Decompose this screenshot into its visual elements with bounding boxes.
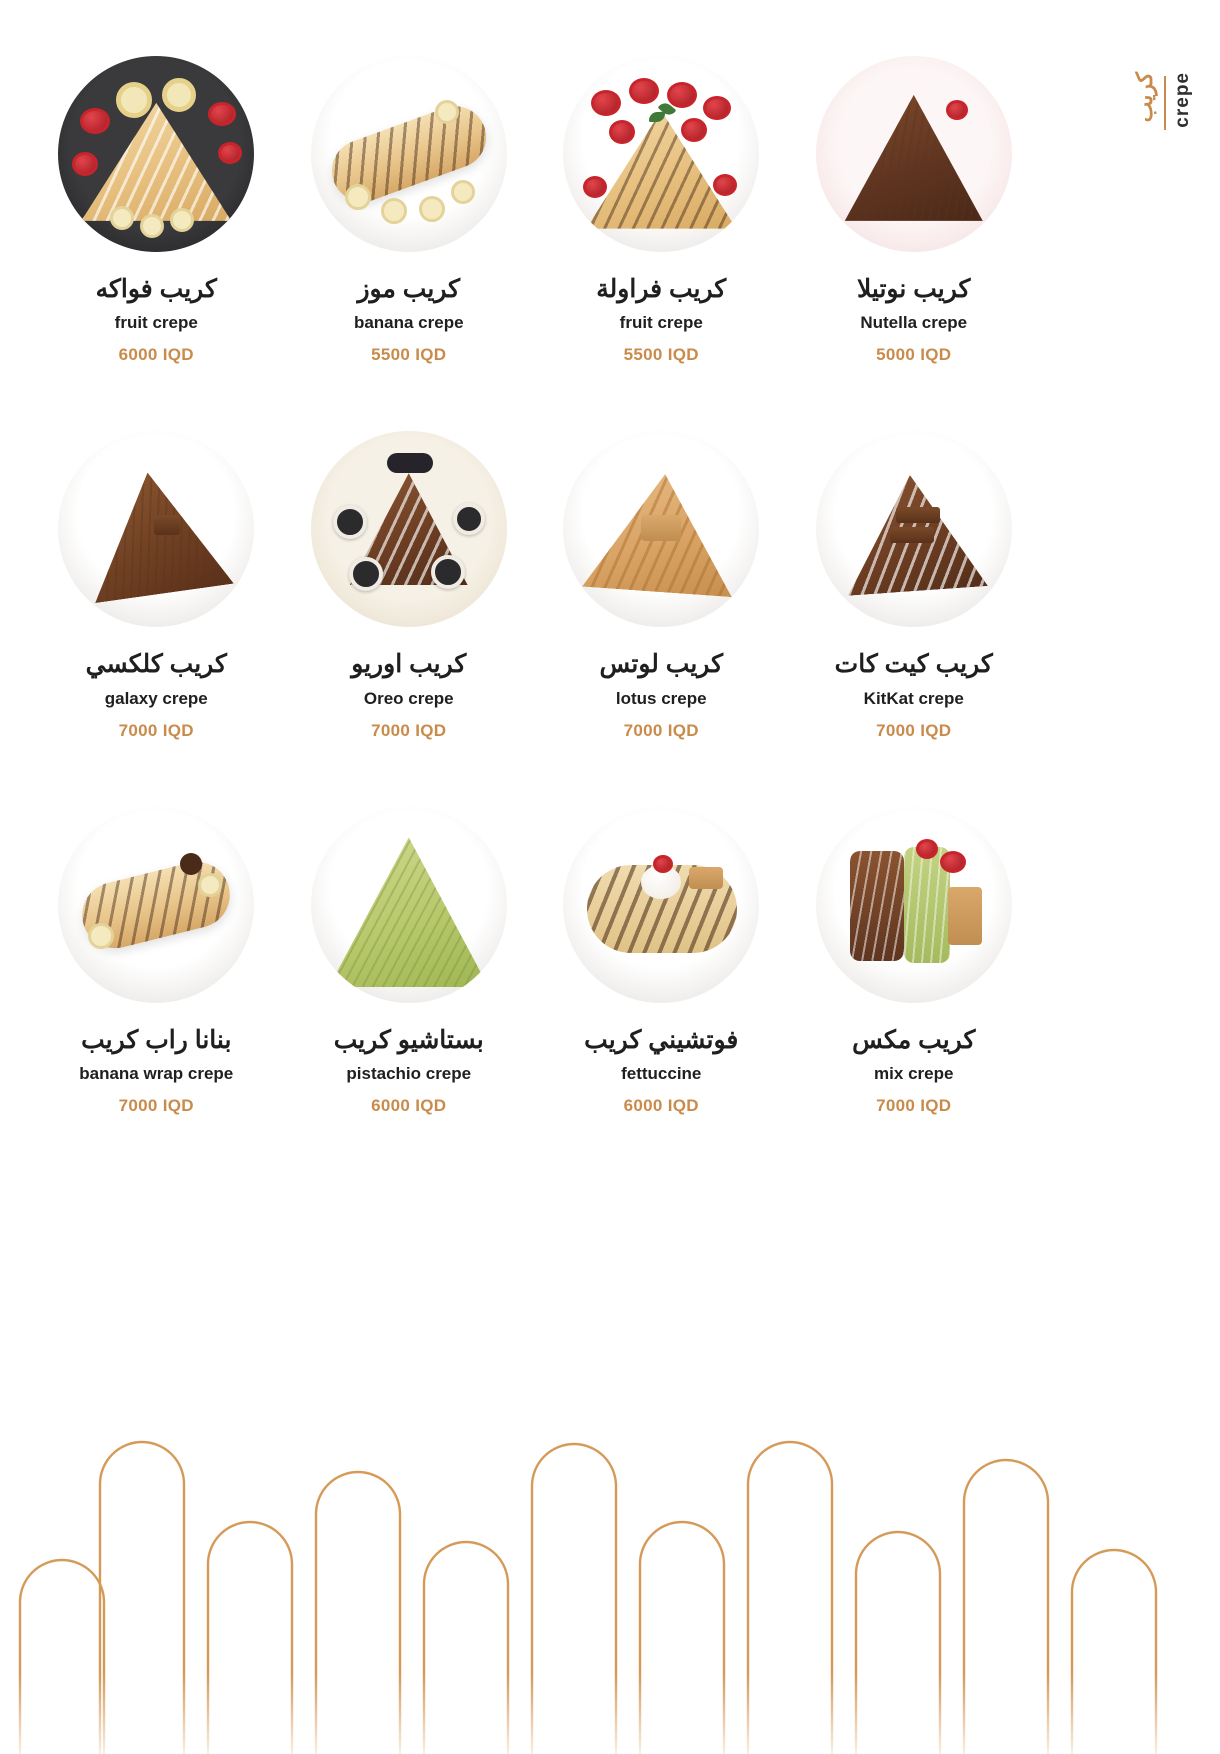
item-name-arabic: كريب كيت كات bbox=[834, 650, 993, 679]
item-name-english: KitKat crepe bbox=[863, 688, 964, 708]
item-price: 5500 IQD bbox=[371, 345, 447, 365]
item-price: 7000 IQD bbox=[118, 720, 194, 740]
footer-arch-decoration bbox=[0, 1424, 1220, 1754]
menu-item[interactable] bbox=[788, 431, 1041, 740]
menu-item[interactable] bbox=[30, 807, 283, 1116]
item-price: 5000 IQD bbox=[876, 345, 952, 365]
section-title-arabic: كريب bbox=[1132, 72, 1157, 123]
section-title bbox=[1132, 72, 1194, 130]
item-name-english: banana crepe bbox=[353, 313, 464, 333]
food-photo-fettuccine bbox=[563, 807, 759, 1003]
item-name-english: banana wrap crepe bbox=[79, 1063, 234, 1083]
item-name-arabic: كريب كلكسي bbox=[85, 650, 227, 679]
item-name-english: mix crepe bbox=[874, 1063, 954, 1083]
item-name-arabic: بنانا راب كريب bbox=[81, 1025, 232, 1054]
item-price: 6000 IQD bbox=[623, 1095, 699, 1115]
item-price: 7000 IQD bbox=[371, 720, 447, 740]
menu-item[interactable] bbox=[535, 431, 788, 740]
item-name-arabic: كريب مكس bbox=[852, 1025, 976, 1054]
section-title-divider bbox=[1164, 76, 1166, 130]
food-photo-strawberry-crepe bbox=[563, 56, 759, 252]
section-title-english: crepe bbox=[1172, 72, 1193, 128]
item-price: 7000 IQD bbox=[623, 720, 699, 740]
item-price: 7000 IQD bbox=[876, 1095, 952, 1115]
item-name-english: fruit crepe bbox=[619, 313, 703, 333]
menu-item[interactable] bbox=[283, 431, 536, 740]
food-photo-fruit-crepe bbox=[58, 56, 254, 252]
item-name-arabic: بستاشيو كريب bbox=[333, 1025, 484, 1054]
food-photo-mix-crepe bbox=[816, 807, 1012, 1003]
food-photo-pistachio-crepe bbox=[311, 807, 507, 1003]
item-name-english: Nutella crepe bbox=[860, 313, 968, 333]
item-name-arabic: كريب اوريو bbox=[351, 650, 467, 679]
item-price: 6000 IQD bbox=[118, 345, 194, 365]
food-photo-nutella-crepe bbox=[816, 56, 1012, 252]
item-name-arabic: كريب فراولة bbox=[596, 275, 727, 303]
item-name-english: pistachio crepe bbox=[346, 1063, 472, 1083]
item-name-english: fettuccine bbox=[621, 1063, 702, 1083]
food-photo-galaxy-crepe bbox=[58, 431, 254, 627]
item-name-arabic: فوتشيني كريب bbox=[584, 1025, 739, 1054]
food-photo-lotus-crepe bbox=[563, 431, 759, 627]
item-name-arabic: كريب موز bbox=[357, 275, 461, 303]
menu-item[interactable] bbox=[788, 56, 1041, 365]
item-name-english: Oreo crepe bbox=[363, 688, 454, 708]
food-photo-kitkat-crepe bbox=[816, 431, 1012, 627]
item-name-arabic: كريب نوتيلا bbox=[857, 275, 971, 303]
menu-item[interactable] bbox=[788, 807, 1041, 1116]
item-name-arabic: كريب فواكه bbox=[95, 275, 217, 303]
menu-item[interactable] bbox=[535, 56, 788, 365]
item-name-arabic: كريب لوتس bbox=[599, 650, 723, 679]
menu-item[interactable] bbox=[535, 807, 788, 1116]
item-name-english: lotus crepe bbox=[615, 688, 707, 708]
menu-item[interactable] bbox=[30, 56, 283, 365]
item-name-english: fruit crepe bbox=[114, 313, 198, 333]
food-photo-banana-wrap-crepe bbox=[58, 807, 254, 1003]
item-name-english: galaxy crepe bbox=[104, 688, 208, 708]
menu-item[interactable] bbox=[30, 431, 283, 740]
item-price: 7000 IQD bbox=[876, 720, 952, 740]
menu-item[interactable] bbox=[283, 807, 536, 1116]
item-price: 6000 IQD bbox=[371, 1095, 447, 1115]
food-photo-banana-crepe bbox=[311, 56, 507, 252]
menu-grid bbox=[30, 56, 1040, 1116]
item-price: 5500 IQD bbox=[623, 345, 699, 365]
food-photo-oreo-crepe bbox=[311, 431, 507, 627]
item-price: 7000 IQD bbox=[118, 1095, 194, 1115]
menu-item[interactable] bbox=[283, 56, 536, 365]
